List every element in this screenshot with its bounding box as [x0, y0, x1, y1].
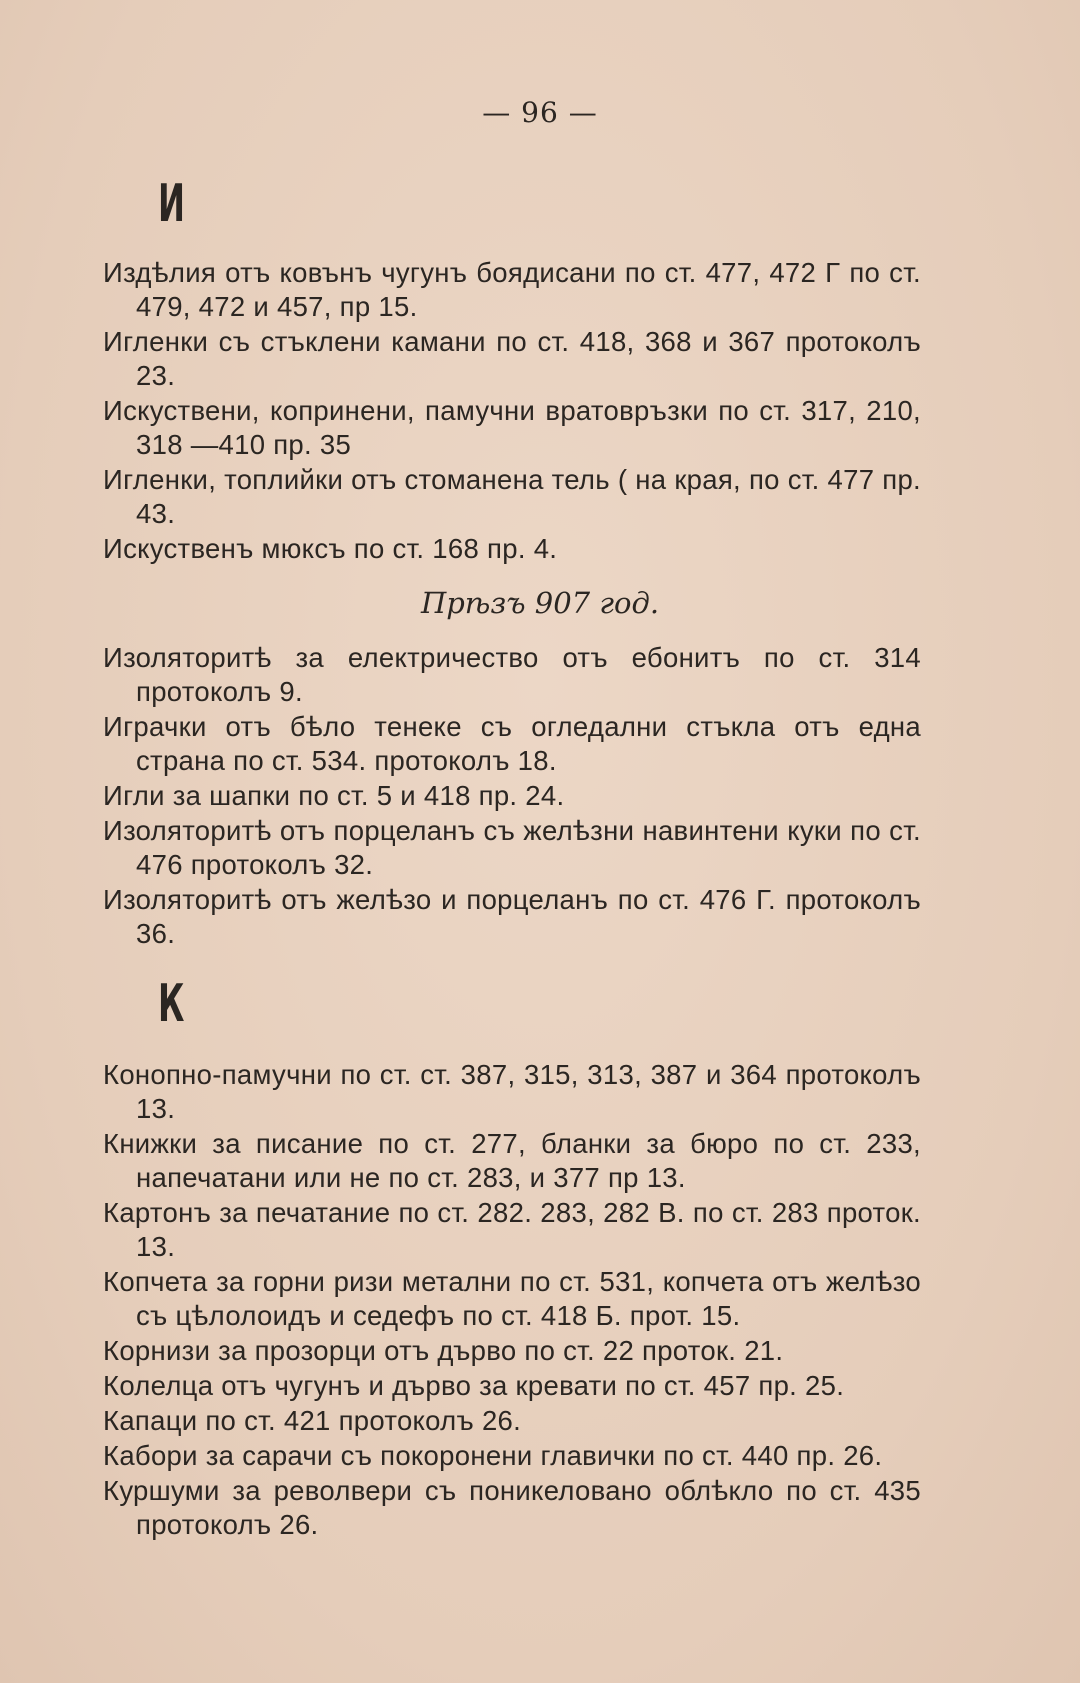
entry: Искуствени, копринени, памучни вратовръзки по ст. 317, 210, 318 —410 пр. 35 [103, 395, 921, 460]
entry: Искуственъ мюксъ по ст. 168 пр. 4. [103, 533, 558, 564]
entry: Издѣлия отъ ковънъ чугунъ боядисани по ст. 477, 472 Г по ст. 479, 472 и 457, пр 15. [103, 257, 921, 322]
entry: Конопно-памучни по ст. ст. 387, 315, 313, 387 и 364 протоколъ 13. [103, 1059, 921, 1124]
entry: Колелца отъ чугунъ и дърво за кревати по ст. 457 пр. 25. [103, 1370, 845, 1401]
entry: Книжки за писание по ст. 277, бланки за бюро по ст. 233, напечатани или не по ст. 283, и 377 пр 13. [103, 1128, 921, 1193]
entry: Игли за шапки по ст. 5 и 418 пр. 24. [103, 780, 565, 811]
entry: Иглeнки, топлийки отъ стоманена тель ( на края, по ст. 477 пр. 43. [103, 464, 921, 529]
entry: Копчета за горни ризи метални по ст. 531, копчета отъ желѣзо съ цѣлолоидъ и седефъ по ст. 418 Б. прот. 15. [103, 1266, 921, 1331]
entry: Игленки съ стъклени камани по ст. 418, 368 и 367 протоколъ 23. [103, 326, 921, 391]
entry: Играчки отъ бѣло тенеке съ огледални стъкла отъ една страна по ст. 534. протоколъ 18. [103, 711, 921, 776]
entry: Изоляторитѣ за електричество отъ ебонитъ по ст. 314 протоколъ 9. [103, 642, 921, 707]
section-heading-k: К [158, 974, 185, 1034]
entries-list-i-907 [103, 641, 921, 952]
entry: Корнизи за прозорци отъ дърво по ст. 22 проток. 21. [103, 1335, 784, 1366]
entry: Изоляторитѣ отъ желѣзо и порцеланъ по ст. 476 Г. протоколъ 36. [103, 884, 921, 949]
year-subheading: Прѣзъ 907 год. [420, 586, 660, 620]
entry: Капаци по ст. 421 протоколъ 26. [103, 1405, 522, 1436]
entry: Кабори за сарачи съ покоронени главички по ст. 440 пр. 26. [103, 1440, 883, 1471]
entry: Куршуми за револвери съ поникеловано облѣкло по ст. 435 протоколъ 26. [103, 1475, 921, 1540]
entries-list-k [103, 1058, 921, 1543]
entry: Изоляторитѣ отъ порцеланъ съ желѣзни навинтени куки по ст. 476 протоколъ 32. [103, 815, 921, 880]
entry: Картонъ за печатание по ст. 282. 283, 282 В. по ст. 283 проток. 13. [103, 1197, 921, 1262]
entries-list-i [103, 256, 921, 567]
section-heading-i: И [158, 174, 185, 234]
page-number: — 96 — [482, 96, 598, 129]
